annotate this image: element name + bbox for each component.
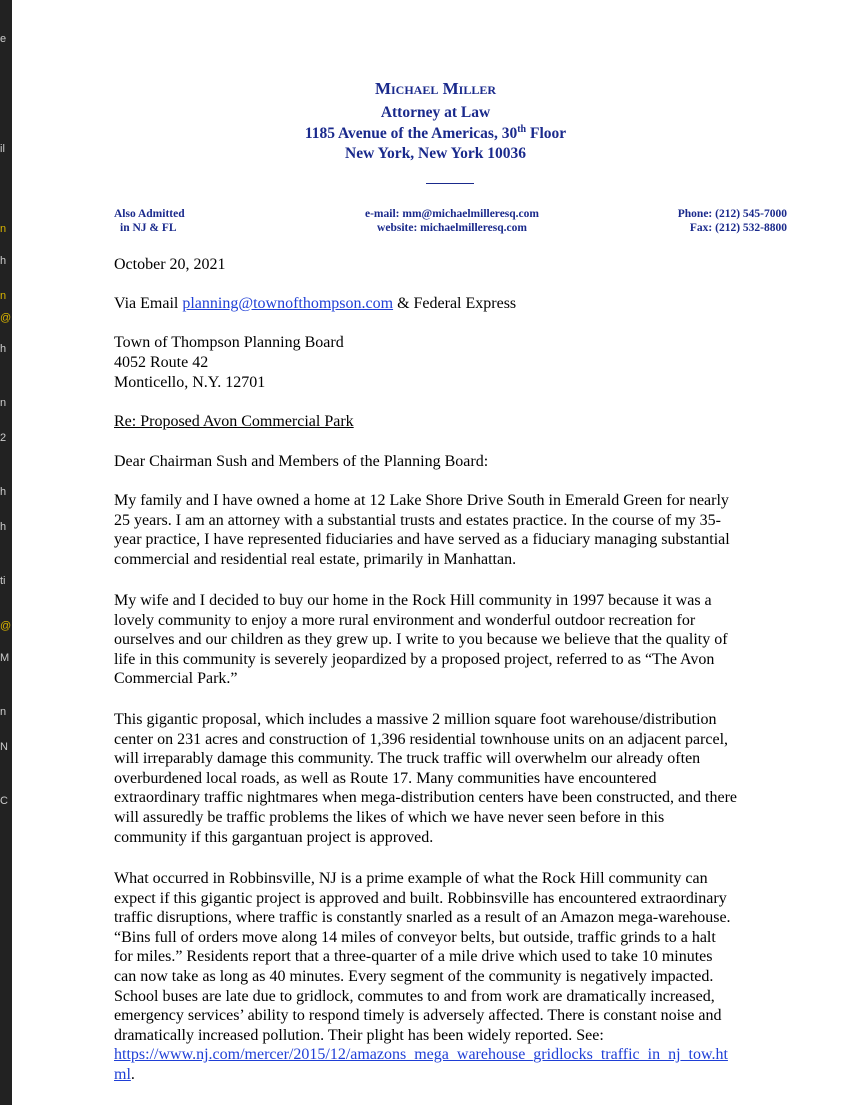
admitted-note: Also Admitted in NJ & FL (114, 208, 185, 234)
letterhead-divider (426, 183, 474, 184)
salutation: Dear Chairman Sush and Members of the Planning Board: (114, 453, 489, 470)
planning-email-link[interactable]: planning@townofthompson.com (182, 295, 394, 312)
article-url-link-cont[interactable]: ml (114, 1065, 131, 1083)
strip-text: @ (0, 620, 12, 632)
strip-text: il (0, 143, 5, 155)
strip-text: n (0, 397, 7, 409)
strip-text: n (0, 706, 7, 718)
background-window-strip (0, 0, 12, 1105)
strip-text: e (0, 33, 7, 45)
letterhead-name: Michael Miller (374, 79, 497, 98)
strip-text: C (0, 795, 8, 807)
strip-text: h (0, 486, 7, 498)
email-text: e-mail: mm@michaelmilleresq.com (365, 208, 539, 220)
delivery-line: Via Email planning@townofthompson.com & Federal Express (114, 295, 517, 312)
strip-text: ti (0, 575, 6, 587)
fax-text: Fax: (212) 532-8800 (689, 222, 787, 234)
letterhead-address-line1: 1185 Avenue of the Americas, 30th Floor (304, 124, 567, 143)
strip-text: M (0, 652, 10, 664)
strip-text: h (0, 521, 7, 533)
recipient-line: Town of Thompson Planning Board (114, 334, 344, 351)
document-page (12, 0, 859, 1105)
strip-text: 2 (0, 432, 7, 444)
paragraph-2: My wife and I decided to buy our home in the Rock Hill community in 1997 because it was a lovely community to enjoy a more rural environment and wonderful outdoor recreation for ourselves and our children as they grew up. I write to you because we believe that the quality of life in this community is severely jeopardized by a proposed project, referred to as “The Avon Commercial Park.” (114, 592, 728, 688)
letterhead-title: Attorney at Law (380, 104, 491, 121)
paragraph-1: My family and I have owned a home at 12 Lake Shore Drive South in Emerald Green for nearly 25 years. I am an attorney with a substantial trusts and estates practice. In the course of my 35- year practice, I have represented fiduciaries and have served as a fiduciary managing substantial commercial and residential real estate, primarily in Manhattan. (114, 492, 730, 568)
strip-text: @ (0, 312, 12, 324)
strip-text: h (0, 255, 7, 267)
paragraph-3: This gigantic proposal, which includes a massive 2 million square foot warehouse/distribution center on 231 acres and construction of 1,396 residential townhouse units on an adjacent parcel, will irreparably damage this community. The truck traffic will overwhelm our already often overburdened local roads, as well as Route 17. Many communities have encountered extraordinary traffic nightmares when mega-distribution centers have been constructed, and there will assuredly be traffic problems the likes of which we have never seen before in this community if this gargantuan project is approved. (114, 711, 738, 846)
strip-text: n (0, 290, 7, 302)
paragraph-4: What occurred in Robbinsville, NJ is a prime example of what the Rock Hill community can expect if this gigantic project is approved and built. Robbinsville has encountered extraordinary traffic disruptions, where traffic is constantly snarled as a result of an Amazon mega-warehouse. “Bins full of orders move along 14 miles of conveyor belts, but outside, traffic grinds to a halt for miles.” Residents report that a three-quarter of a mile drive which used to take 10 minutes can now take as long as 40 minutes. Every segment of the community is negatively impacted. School buses are late due to gridlock, commutes to and from work are dramatically increased, emergency services’ ability to respond timely is adversely affected. There is constant noise and dramatically increased pollution. Their plight has been widely reported. See: https://www.nj.com/mercer/2015/12/amazons_mega_warehouse_gridlocks_traffic_in_nj_tow.ht ml. (114, 870, 731, 1083)
recipient-line: 4052 Route 42 (114, 354, 209, 371)
recipient-line: Monticello, N.Y. 12701 (114, 374, 266, 391)
strip-text: h (0, 343, 7, 355)
article-url-link[interactable]: https://www.nj.com/mercer/2015/12/amazons_mega_warehouse_gridlocks_traffic_in_nj_tow.ht (114, 1046, 728, 1064)
phone-info (612, 207, 787, 235)
website-text: website: michaelmilleresq.com (377, 222, 527, 234)
contact-info (312, 207, 592, 235)
subject-line: Re: Proposed Avon Commercial Park (114, 413, 354, 430)
letterhead-address-line2: New York, New York 10036 (345, 145, 526, 162)
strip-text: N (0, 741, 8, 753)
strip-text: n (0, 223, 7, 235)
phone-text: Phone: (212) 545-7000 (677, 208, 787, 220)
letter-date: October 20, 2021 (114, 256, 226, 273)
